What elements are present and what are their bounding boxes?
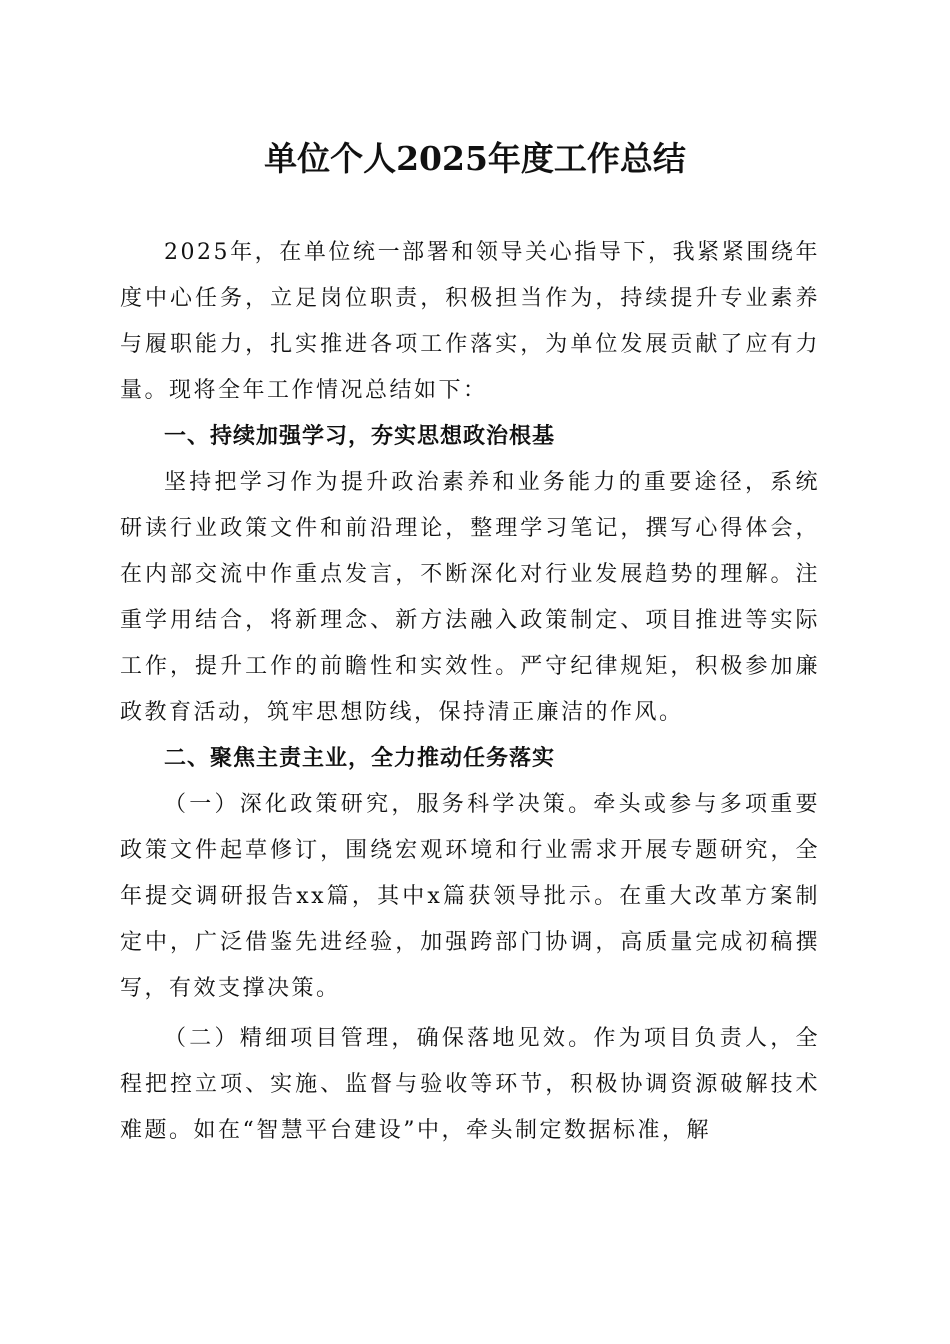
item-2-lead: （二）精细项目管理，确保落地见效。 bbox=[164, 1026, 594, 1051]
intro-paragraph: 2025年，在单位统一部署和领导关心指导下，我紧紧围绕年度中心任务，立足岗位职责，积极担当作为，持续提升专业素养与履职能力，扎实推进各项工作落实，为单位发展贡献了应有力量。现将全年工作情况总结如下： bbox=[120, 240, 820, 403]
section-2-item-2-paragraph bbox=[120, 1016, 820, 1154]
section-1-paragraph: 坚持把学习作为提升政治素养和业务能力的重要途径，系统研读行业政策文件和前沿理论，整理学习笔记，撰写心得体会，在内部交流中作重点发言，不断深化对行业发展趋势的理解。注重学用结合，将新理念、新方法融入政策制定、项目推进等实际工作，提升工作的前瞻性和实效性。严守纪律规矩，积极参加廉政教育活动，筑牢思想防线，保持清正廉洁的作风。 bbox=[120, 470, 820, 725]
section-2-item-1-paragraph bbox=[120, 782, 820, 1012]
document-title: 单位个人2025年度工作总结 bbox=[264, 139, 686, 178]
document-body bbox=[120, 230, 820, 1154]
section-heading-2: 二、聚焦主责主业，全力推动任务落实 bbox=[164, 746, 556, 771]
item-2-body: 作为项目负责人，全程把控立项、实施、监督与验收等环节，积极协调资源破解技术难题。如在“智慧平台建设”中，牵头制定数据标准，解 bbox=[120, 1026, 820, 1143]
item-1-body: 牵头或参与多项重要政策文件起草修订，围绕宏观环境和行业需求开展专题研究，全年提交调研报告xx篇，其中x篇获领导批示。在重大改革方案制定中，广泛借鉴先进经验，加强跨部门协调，高质量完成初稿撰写，有效支撑决策。 bbox=[120, 792, 820, 1001]
section-heading-1: 一、持续加强学习，夯实思想政治根基 bbox=[164, 424, 556, 449]
item-1-lead: （一）深化政策研究，服务科学决策。 bbox=[164, 792, 594, 817]
